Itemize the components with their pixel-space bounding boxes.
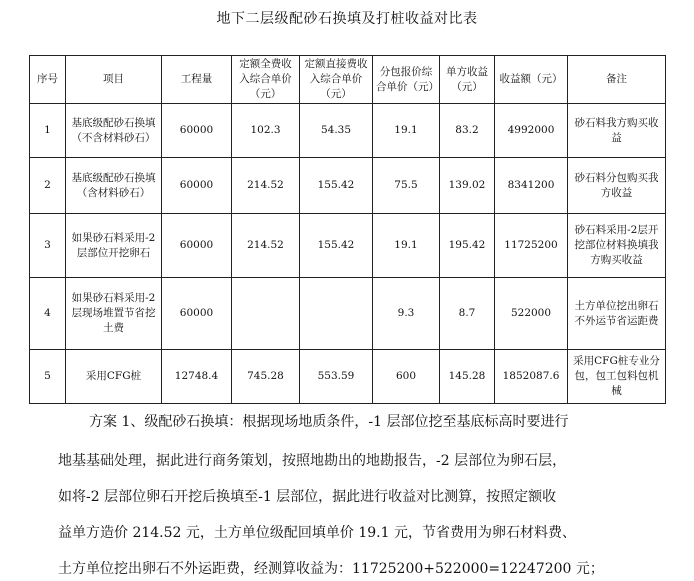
table-cell: 砂石料分包购买我方收益 <box>568 158 666 214</box>
header-cell: 单方收益（元） <box>440 56 495 104</box>
table-cell: 522000 <box>495 278 568 350</box>
table-cell: 600 <box>373 350 440 404</box>
table-row <box>30 350 666 404</box>
table-cell: 5 <box>30 350 66 404</box>
table-cell: 11725200 <box>495 214 568 278</box>
comparison-table <box>29 55 666 404</box>
header-cell: 定额直接费收入综合单价（元） <box>300 56 373 104</box>
table-cell: 145.28 <box>440 350 495 404</box>
document-title: 地下二层级配砂石换填及打桩收益对比表 <box>216 11 478 27</box>
table-cell: 60000 <box>162 158 232 214</box>
table-cell: 4 <box>30 278 66 350</box>
paragraph-line: 地基基础处理，据此进行商务策划，按照地勘出的地勘报告，-2 层部位为卵石层， <box>58 453 567 469</box>
header-row <box>30 56 666 104</box>
header-cell: 工程量 <box>162 56 232 104</box>
table-cell: 4992000 <box>495 104 568 158</box>
table-cell: 60000 <box>162 104 232 158</box>
table-cell: 采用CFG桩 <box>66 350 162 404</box>
table-cell: 54.35 <box>300 104 373 158</box>
table-cell: 60000 <box>162 214 232 278</box>
table-cell: 83.2 <box>440 104 495 158</box>
table-cell: 19.1 <box>373 214 440 278</box>
table-cell <box>300 278 373 350</box>
table-row <box>30 104 666 158</box>
table-cell: 1852087.6 <box>495 350 568 404</box>
table-cell: 砂石料我方购买收益 <box>568 104 666 158</box>
table-cell: 745.28 <box>232 350 300 404</box>
table-cell: 553.59 <box>300 350 373 404</box>
table-cell: 12748.4 <box>162 350 232 404</box>
table-cell: 195.42 <box>440 214 495 278</box>
table-cell: 如果砂石料采用-2层现场堆置节省挖土费 <box>66 278 162 350</box>
table-cell: 8341200 <box>495 158 568 214</box>
table-cell: 155.42 <box>300 214 373 278</box>
table-cell: 如果砂石料采用-2层部位开挖卵石 <box>66 214 162 278</box>
header-cell: 定额全费收入综合单价（元） <box>232 56 300 104</box>
table-body <box>30 104 666 404</box>
table-cell: 139.02 <box>440 158 495 214</box>
table-cell: 214.52 <box>232 158 300 214</box>
table-cell: 2 <box>30 158 66 214</box>
table-cell: 采用CFG桩专业分包，包工包料包机械 <box>568 350 666 404</box>
header-cell: 备注 <box>568 56 666 104</box>
table-cell <box>232 278 300 350</box>
table-cell: 3 <box>30 214 66 278</box>
paragraph-line: 方案 1、级配砂石换填：根据现场地质条件，-1 层部位挖至基底标高时要进行 <box>89 414 569 430</box>
header-cell: 分包报价综合单价（元） <box>373 56 440 104</box>
table-cell: 8.7 <box>440 278 495 350</box>
table-cell: 19.1 <box>373 104 440 158</box>
paragraph-line: 益单方造价 214.52 元，土方单位级配回填单价 19.1 元，节省费用为卵石材料费、 <box>58 525 576 541</box>
header-cell: 项目 <box>66 56 162 104</box>
table-cell: 1 <box>30 104 66 158</box>
paragraph-line: 如将-2 层部位卵石开挖后换填至-1 层部位，据此进行收益对比测算，按照定额收 <box>58 489 557 505</box>
table-cell: 102.3 <box>232 104 300 158</box>
paragraph-line: 土方单位挖出卵石不外运距费，经测算收益为：11725200+522000=12247200 元； <box>58 561 604 577</box>
table-cell: 土方单位挖出卵石不外运节省运距费 <box>568 278 666 350</box>
table-row <box>30 158 666 214</box>
table-cell: 60000 <box>162 278 232 350</box>
table-cell: 9.3 <box>373 278 440 350</box>
header-cell: 收益额（元） <box>495 56 568 104</box>
table-row <box>30 278 666 350</box>
table-row <box>30 214 666 278</box>
table-cell: 155.42 <box>300 158 373 214</box>
table-cell: 214.52 <box>232 214 300 278</box>
header-cell: 序号 <box>30 56 66 104</box>
table-cell: 基底级配砂石换填（含材料砂石） <box>66 158 162 214</box>
table-cell: 砂石料采用-2层开挖部位材料换填我方购买收益 <box>568 214 666 278</box>
table-cell: 基底级配砂石换填（不含材料砂石） <box>66 104 162 158</box>
table-cell: 75.5 <box>373 158 440 214</box>
table-header <box>30 56 666 104</box>
